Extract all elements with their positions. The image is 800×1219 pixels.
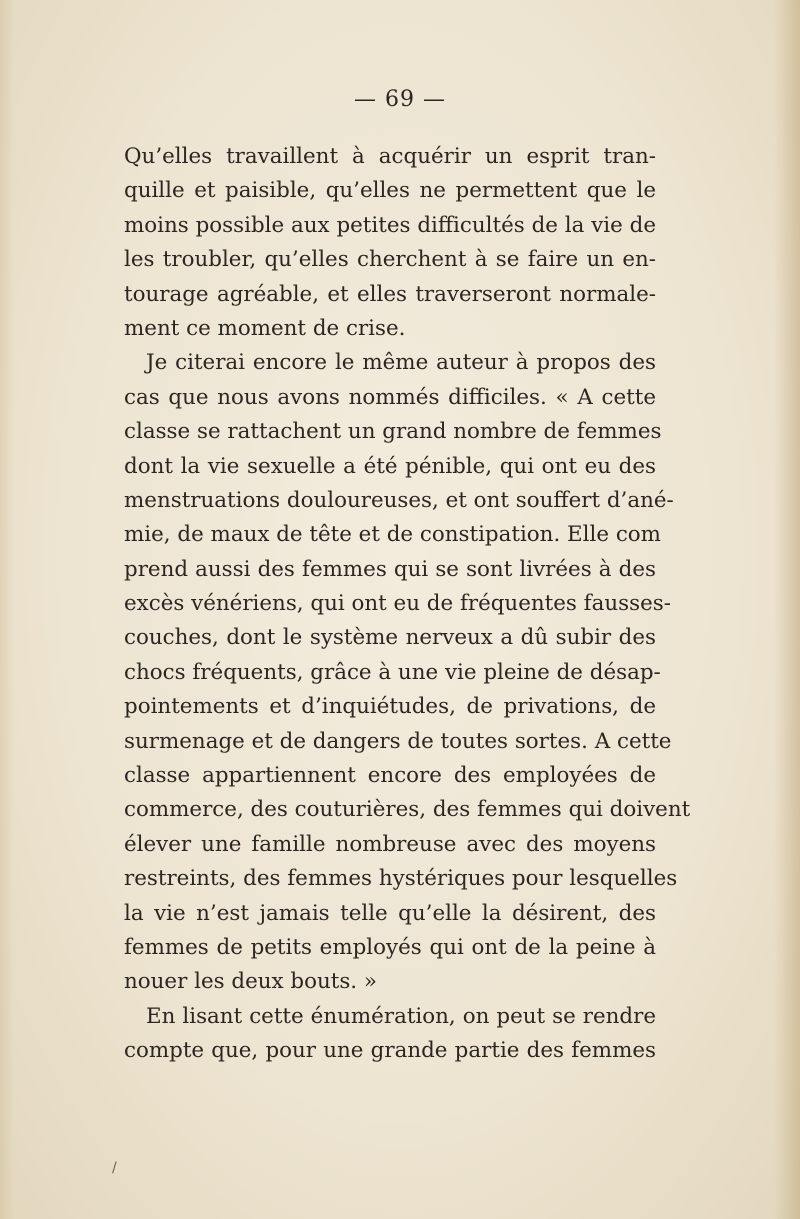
text-line: excès vénériens, qui ont eu de fréquentes fausses-	[124, 591, 671, 617]
text-line: classe se rattachent un grand nombre de femmes	[124, 419, 662, 445]
text-line: femmes de petits employés qui ont de la peine à	[124, 934, 656, 960]
text-line: En lisant cette énumération, on peut se rendre	[146, 1003, 656, 1029]
text-line: commerce, des couturières, des femmes qui doivent	[124, 797, 691, 823]
text-line: ment ce moment de crise.	[124, 315, 406, 341]
text-line: tourage agréable, et elles traverseront normale-	[124, 281, 656, 307]
text-line: les troubler, qu’elles cherchent à se faire un en-	[124, 247, 656, 273]
text-line: classe appartiennent encore des employées de	[124, 763, 656, 789]
text-line: la vie n’est jamais telle qu’elle la désirent, des	[124, 900, 656, 926]
text-line: Qu’elles travaillent à acquérir un esprit tran-	[124, 144, 656, 169]
page-left-edge-shadow	[0, 0, 14, 1219]
text-line: pointements et d’inquiétudes, de privations, de	[124, 694, 656, 720]
text-line: nouer les deux bouts. »	[124, 969, 377, 995]
text-line: prend aussi des femmes qui se sont livrées à des	[124, 556, 656, 582]
page-right-edge-shadow	[774, 0, 800, 1219]
text-line: couches, dont le système nerveux a dû subir des	[124, 625, 656, 651]
stray-pencil-mark: /	[112, 1160, 117, 1176]
text-line: mie, de maux de tête et de constipation. Elle com	[124, 522, 661, 548]
text-line: menstruations douloureuses, et ont souffert d’ané-	[124, 487, 674, 513]
text-line: surmenage et de dangers de toutes sortes. A cette	[124, 728, 672, 754]
page-number: — 69 —	[354, 87, 446, 112]
body-text	[124, 140, 691, 1069]
text-line: moins possible aux petites difficultés de la vie de	[124, 212, 656, 238]
text-line: cas que nous avons nommés difficiles. « A cette	[124, 384, 656, 410]
text-line: restreints, des femmes hystériques pour lesquelles	[124, 866, 678, 892]
text-line: chocs fréquents, grâce à une vie pleine de désap-	[124, 659, 661, 685]
text-line: élever une famille nombreuse avec des moyens	[124, 831, 656, 857]
text-line: dont la vie sexuelle a été pénible, qui ont eu des	[124, 453, 656, 479]
text-line: quille et paisible, qu’elles ne permettent que le	[124, 178, 656, 204]
text-line: Je citerai encore le même auteur à propos des	[146, 350, 656, 376]
text-line: compte que, pour une grande partie des femmes	[124, 1038, 656, 1064]
